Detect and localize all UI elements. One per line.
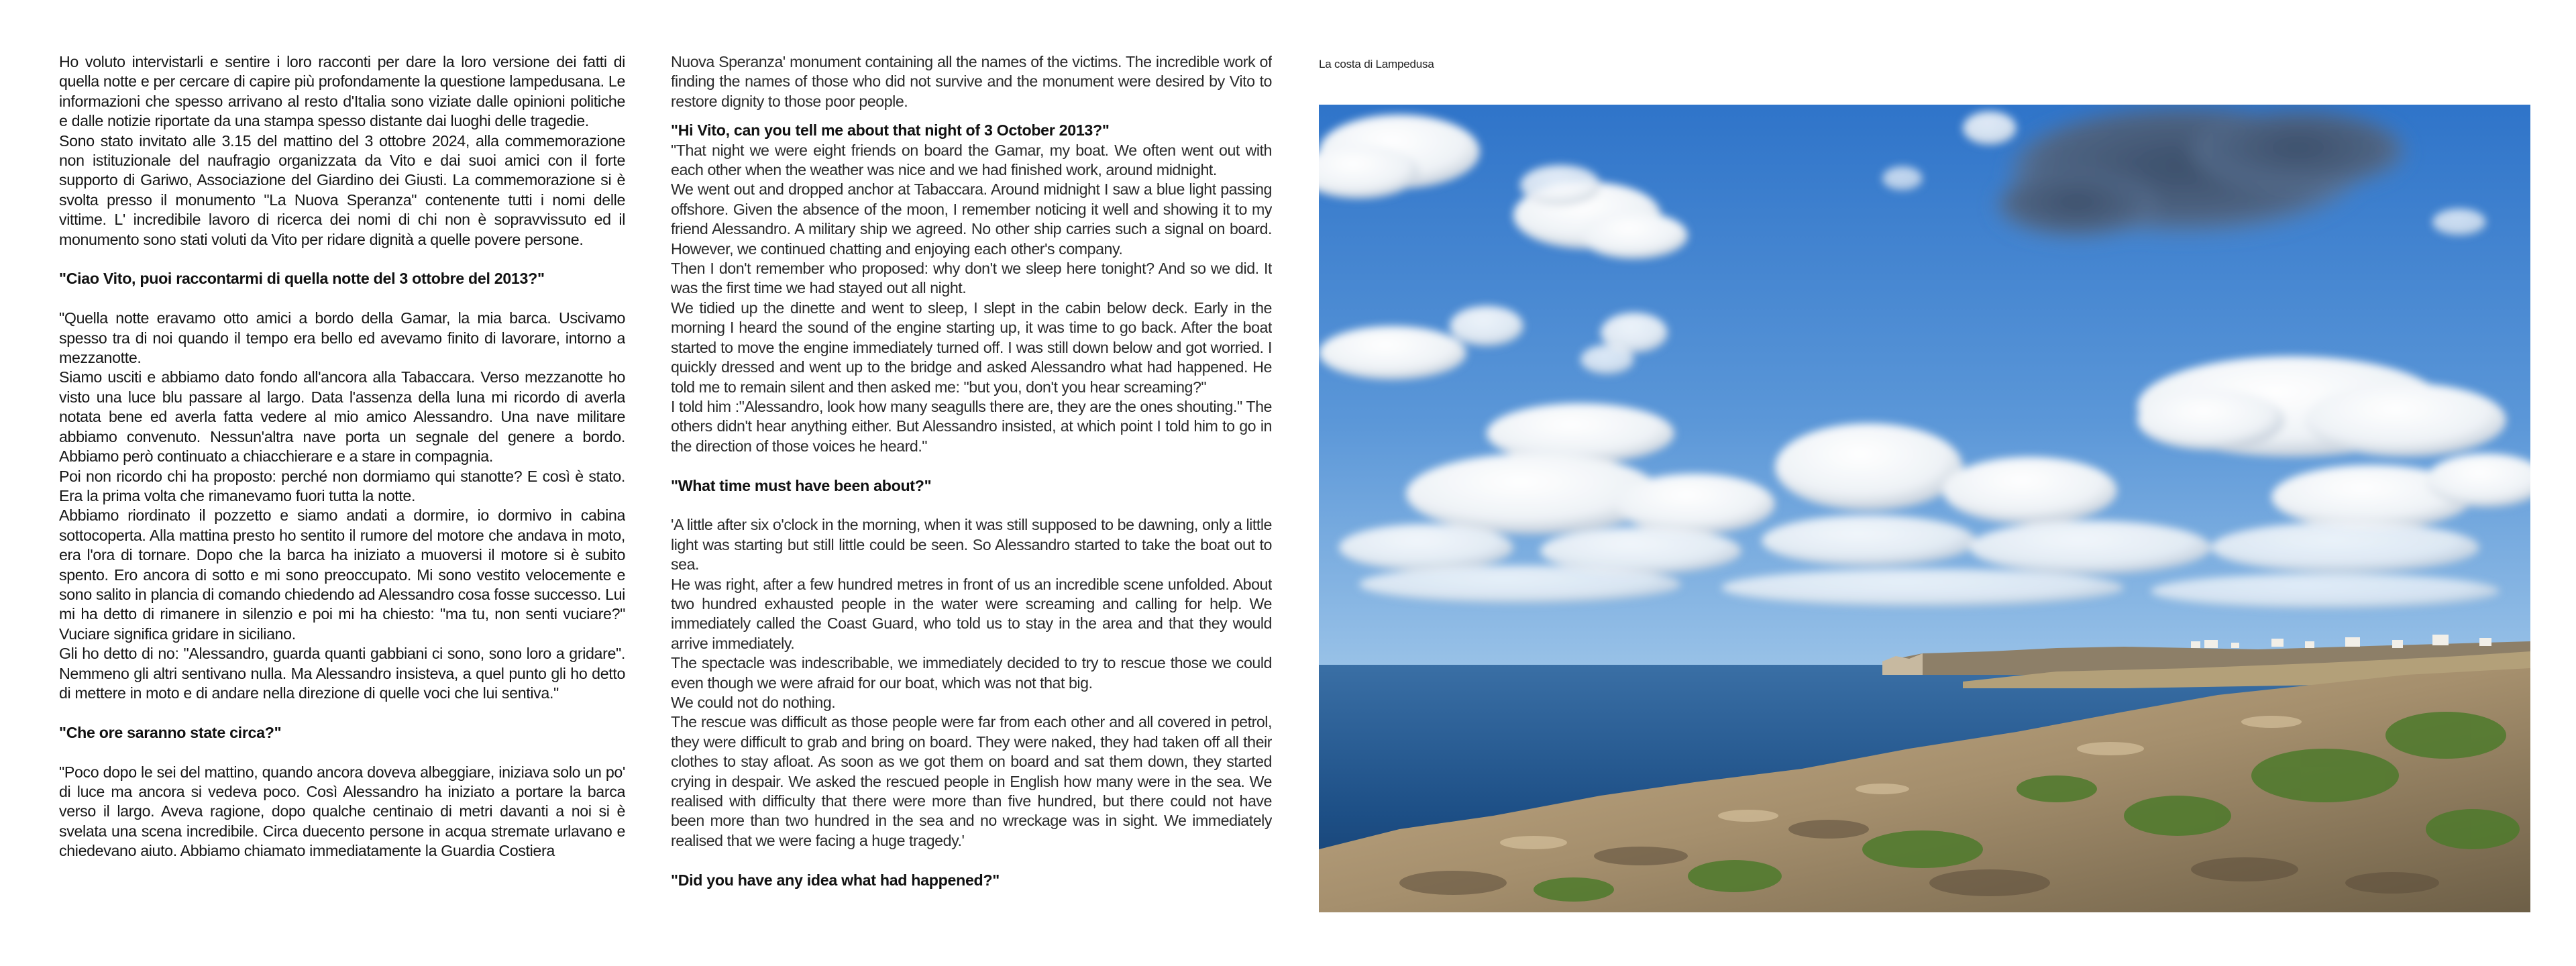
paragraph: Then I don't remember who proposed: why don't we sleep here tonight? And so we did. It was the first time we had stayed out all night. xyxy=(671,260,1272,297)
paragraph: Gli ho detto di no: "Alessandro, guarda quanti gabbiani ci sono, sono loro a gridare". Nemmeno gli altri sentivano nulla. Ma Alessandro insisteva, a quel punto gli ho detto di mettere in moto e di andare nella direzione di quelle voci che lui sentiva." xyxy=(59,645,625,702)
paragraph: "That night we were eight friends on board the Gamar, my boat. We often went out with each other when the weather was nice and we had finished work, around midnight. xyxy=(671,141,1272,179)
interview-question: "Hi Vito, can you tell me about that night of 3 October 2013?" xyxy=(671,121,1110,140)
paragraph: He was right, after a few hundred metres in front of us an incredible scene unfolded. About two hundred exhausted people in the water were screaming and calling for help. We immediately called the Coast Guard, who told us to stay in the area and that they would arrive immediately. xyxy=(671,575,1272,652)
paragraph: The spectacle was indescribable, we immediately decided to try to rescue those we could even though we were afraid for our boat, which was not that big. xyxy=(671,654,1272,692)
paragraph: Poi non ricordo chi ha proposto: perché non dormiamo qui stanotte? E così è stato. Era la prima volta che rimanevamo fuori tutta la notte. xyxy=(59,467,625,504)
lampedusa-coast-photo xyxy=(1319,105,2530,912)
interview-question: "Did you have any idea what had happened?" xyxy=(671,871,1000,889)
paragraph: Sono stato invitato alle 3.15 del mattino del 3 ottobre 2024, alla commemorazione non istituzionale del naufragio organizzata da Vito e dai suoi amici con il forte supporto di Gariwo, Associazione del Giardino dei Giusti. La commemorazione si è svolta presso il monumento "La Nuova Speranza" contenente tutti i nomi delle vittime. L' incredibile lavoro di ricerca dei nomi di chi non è sopravvissuto ed il monumento sono stati voluti da Vito per ridare dignità a quelle povere persone. xyxy=(59,131,625,248)
paragraph: The rescue was difficult as those people were far from each other and all covered in petrol, they were difficult to grab and bring on board. They were naked, they had taken off all their clothes to stay afloat. As soon as we got them on board and sat them down, they started crying in despair. We asked the rescued people in English how many were in the sea. We realised with difficulty that there were more than five hundred, but there could not have been more than two hundred in the sea and no wreckage was in sight. We immediately realised that we were facing a huge tragedy.' xyxy=(671,713,1272,849)
paragraph: We went out and dropped anchor at Tabaccara. Around midnight I saw a blue light passing offshore. Given the absence of the moon, I remember noticing it well and showing it to my friend Alessandro. A military ship we agreed. No other ship carries such a signal on board. However, we continued chatting and enjoying each other's company. xyxy=(671,180,1272,258)
paragraph: 'A little after six o'clock in the morning, when it was still supposed to be dawning, only a little light was starting but still little could be seen. So Alessandro started to take the boat out to sea. xyxy=(671,516,1272,574)
paragraph: Siamo usciti e abbiamo dato fondo all'ancora alla Tabaccara. Verso mezzanotte ho visto una luce blu passare al largo. Data l'assenza della luna mi ricordo di averla notata bene ed averla fatta vedere al mio amico Alessandro. Una nave militare abbiamo convenuto. Nessun'altra nave porta un segnale del genere a bordo. Abbiamo però continuato a chiacchierare e a stare in compagnia. xyxy=(59,368,625,466)
coastline-illustration xyxy=(1319,105,2530,912)
english-text-column xyxy=(671,52,1272,918)
paragraph: I told him :"Alessandro, look how many seagulls there are, they are the ones shouting." The others didn't hear anything either. But Alessandro insisted, at which point I told him to go in the direction of those voices he heard." xyxy=(671,397,1272,455)
interview-question: "Ciao Vito, puoi raccontarmi di quella notte del 3 ottobre del 2013?" xyxy=(59,270,545,288)
paragraph: "Poco dopo le sei del mattino, quando ancora doveva albeggiare, iniziava solo un po' di luce ma ancora si vedeva poco. Così Alessandro ha iniziato a portare la barca verso il largo. Aveva ragione, dopo qualche centinaio di metri davanti a noi si è svelata una scena incredibile. Circa duecento persone in acqua stremate urlavano e chiedevano aiuto. Abbiamo chiamato immediatamente la Guardia Costiera xyxy=(59,763,625,860)
paragraph: Abbiamo riordinato il pozzetto e siamo andati a dormire, io dormivo in cabina sottocoperta. Alla mattina presto ho sentito il rumore del motore che andava in moto, era l'ora di tornare. Dopo che la barca ha iniziato a muoversi il motore si è subito spento. Ero ancora di sotto e mi sono preoccupato. Mi sono vestito velocemente e sono salito in plancia di comando chiedendo ad Alessandro cosa fosse successo. Lui mi ha detto di rimanere in silenzio e poi mi ha chiesto: "ma tu, non senti vuciare?" Vuciare significa gridare in siciliano. xyxy=(59,506,625,643)
paragraph: We tidied up the dinette and went to sleep, I slept in the cabin below deck. Early in the morning I heard the sound of the engine starting up, it was time to go back. After the boat started to move the engine immediately turned off. I was still down below and got worried. I quickly dressed and went up to the bridge and asked Alessandro what had happened. He told me to remain silent and then asked me: "but you, don't you hear screaming?" xyxy=(671,299,1272,396)
photo-caption: La costa di Lampedusa xyxy=(1319,58,1434,70)
interview-question: "Che ore saranno state circa?" xyxy=(59,723,282,741)
italian-text-column xyxy=(59,52,625,918)
interview-question: "What time must have been about?" xyxy=(671,476,932,494)
paragraph: Ho voluto intervistarli e sentire i loro racconti per dare la loro versione dei fatti di quella notte e per cercare di capire più profondamente la questione lampedusana. Le informazioni che spesso arrivano al resto d'Italia sono viziate dalle opinioni politiche e dalle notizie riportate da una stampa spesso distante dai luoghi delle tragedie. xyxy=(59,53,625,130)
paragraph: We could not do nothing. xyxy=(671,693,836,711)
paragraph: Nuova Speranza' monument containing all the names of the victims. The incredible work of finding the names of those who did not survive and the monument were desired by Vito to restore dignity to those poor people. xyxy=(671,53,1272,110)
paragraph: "Quella notte eravamo otto amici a bordo della Gamar, la mia barca. Uscivamo spesso tra di noi quando il tempo era bello ed avevamo finito di lavorare, intorno a mezzanotte. xyxy=(59,309,625,367)
